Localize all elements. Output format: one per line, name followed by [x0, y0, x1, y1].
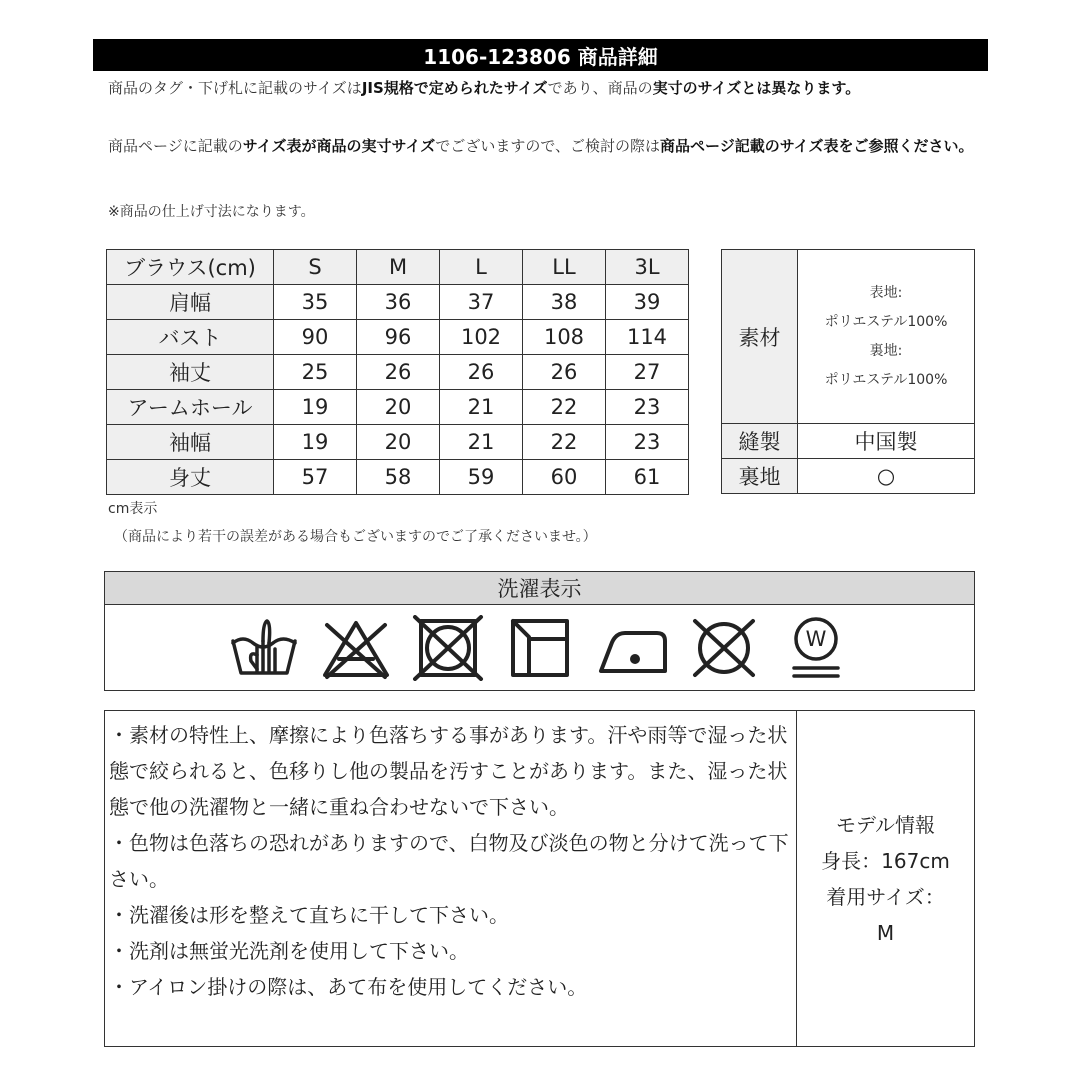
- table-cell: 27: [606, 355, 689, 390]
- wash-care-heading: 洗濯表示: [105, 572, 974, 605]
- table-cell: 26: [440, 355, 523, 390]
- table-cell: 23: [606, 425, 689, 460]
- care-note: ・素材の特性上、摩擦により色落ちする事があります。汗や雨等で湿った状態で絞られると、色移りし他の製品を汚すことがあります。また、湿った状態で他の洗濯物と一緒に重ね合わせないで下さい。: [109, 723, 788, 819]
- model-info: [797, 711, 974, 1046]
- size-table-notice: [108, 134, 978, 158]
- table-row: [107, 285, 689, 320]
- notice-text: であり、商品の: [547, 79, 653, 97]
- sewing-label: 縫製: [722, 424, 798, 459]
- table-cell: 58: [357, 460, 440, 495]
- table-cell: 57: [274, 460, 357, 495]
- table-row: [107, 320, 689, 355]
- care-notes: [105, 711, 797, 1046]
- notice-bold: JIS規格で定められたサイズ: [361, 79, 548, 97]
- table-row: [107, 460, 689, 495]
- row-label: バスト: [107, 320, 274, 355]
- size-notice: [108, 76, 978, 100]
- no-bleach-icon: [319, 615, 393, 681]
- hand-wash-icon: [227, 615, 301, 681]
- table-cell: 19: [274, 425, 357, 460]
- model-info-heading: モデル情報: [836, 812, 935, 837]
- table-cell: 61: [606, 460, 689, 495]
- table-cell: 19: [274, 390, 357, 425]
- row-label: 身丈: [107, 460, 274, 495]
- row-label: 袖幅: [107, 425, 274, 460]
- material-line: ポリエステル100%: [824, 313, 948, 330]
- table-cell: 21: [440, 390, 523, 425]
- notice-bold: 実寸のサイズとは異なります。: [652, 79, 861, 97]
- table-cell: 23: [606, 390, 689, 425]
- table-cell: 38: [523, 285, 606, 320]
- table-cell: 26: [523, 355, 606, 390]
- table-cell: 59: [440, 460, 523, 495]
- sewing-value: 中国製: [798, 424, 975, 459]
- table-cell: 37: [440, 285, 523, 320]
- no-dry-clean-icon: [687, 615, 761, 681]
- row-label: 肩幅: [107, 285, 274, 320]
- material-row: [722, 250, 975, 424]
- error-note: （商品により若干の誤差がある場合もございますのでご了承くださいませ。）: [114, 529, 597, 545]
- finish-size-note: ※商品の仕上げ寸法になります。: [108, 204, 315, 220]
- row-label: アームホール: [107, 390, 274, 425]
- care-note: ・アイロン掛けの際は、あて布を使用してください。: [109, 975, 588, 999]
- table-cell: 96: [357, 320, 440, 355]
- table-cell: 25: [274, 355, 357, 390]
- header-cell: 3L: [606, 250, 689, 285]
- material-value: [798, 250, 975, 424]
- material-line: 裏地:: [869, 342, 903, 359]
- model-size-value: M: [876, 920, 895, 945]
- table-row: [107, 425, 689, 460]
- care-note: ・洗剤は無蛍光洗剤を使用して下さい。: [109, 939, 469, 963]
- table-cell: 21: [440, 425, 523, 460]
- header-cell: L: [440, 250, 523, 285]
- sewing-row: [722, 424, 975, 459]
- no-tumble-dry-icon: [411, 615, 485, 681]
- care-note: ・洗濯後は形を整えて直ちに干して下さい。: [109, 903, 509, 927]
- table-cell: 20: [357, 425, 440, 460]
- notice-bold: 商品ページ記載のサイズ表をご参照ください。: [660, 137, 974, 155]
- material-table: [721, 249, 975, 494]
- model-height: 身長：167cm: [821, 848, 950, 873]
- gentle-wet-clean-icon: [779, 615, 853, 681]
- header-cell: S: [274, 250, 357, 285]
- lining-row: [722, 459, 975, 494]
- size-table: [106, 249, 689, 495]
- table-cell: 35: [274, 285, 357, 320]
- material-line: ポリエステル100%: [824, 371, 948, 388]
- row-label: 袖丈: [107, 355, 274, 390]
- lining-value: ○: [798, 459, 975, 494]
- table-cell: 22: [523, 390, 606, 425]
- header-cell: LL: [523, 250, 606, 285]
- table-row: [107, 355, 689, 390]
- shade-line-dry-icon: [503, 615, 577, 681]
- care-note: ・色物は色落ちの恐れがありますので、白物及び淡色の物と分けて洗って下さい。: [109, 831, 789, 891]
- table-cell: 108: [523, 320, 606, 355]
- notice-text: でございますので、ご検討の際は: [435, 137, 661, 155]
- header-cell: ブラウス(cm): [107, 250, 274, 285]
- care-and-model-section: [104, 710, 975, 1047]
- table-cell: 20: [357, 390, 440, 425]
- table-cell: 102: [440, 320, 523, 355]
- notice-bold: サイズ表が商品の実寸サイズ: [242, 137, 436, 155]
- lining-label: 裏地: [722, 459, 798, 494]
- table-cell: 90: [274, 320, 357, 355]
- size-table-header: [107, 250, 689, 285]
- iron-low-icon: [595, 615, 669, 681]
- model-size-label: 着用サイズ：: [826, 884, 945, 909]
- notice-text: 商品のタグ・下げ札に記載のサイズは: [108, 79, 362, 97]
- header-cell: M: [357, 250, 440, 285]
- wet-clean-letter: W: [805, 626, 826, 651]
- wash-care-section: [104, 571, 975, 691]
- table-cell: 26: [357, 355, 440, 390]
- wash-care-icons: [105, 605, 974, 690]
- material-line: 表地:: [869, 284, 903, 301]
- table-cell: 22: [523, 425, 606, 460]
- table-cell: 60: [523, 460, 606, 495]
- table-cell: 36: [357, 285, 440, 320]
- table-cell: 39: [606, 285, 689, 320]
- notice-text: 商品ページに記載の: [108, 137, 243, 155]
- cm-note: cm表示: [108, 501, 158, 517]
- table-cell: 114: [606, 320, 689, 355]
- page-title: 1106-123806 商品詳細: [93, 39, 988, 71]
- table-row: [107, 390, 689, 425]
- material-label: 素材: [722, 250, 798, 424]
